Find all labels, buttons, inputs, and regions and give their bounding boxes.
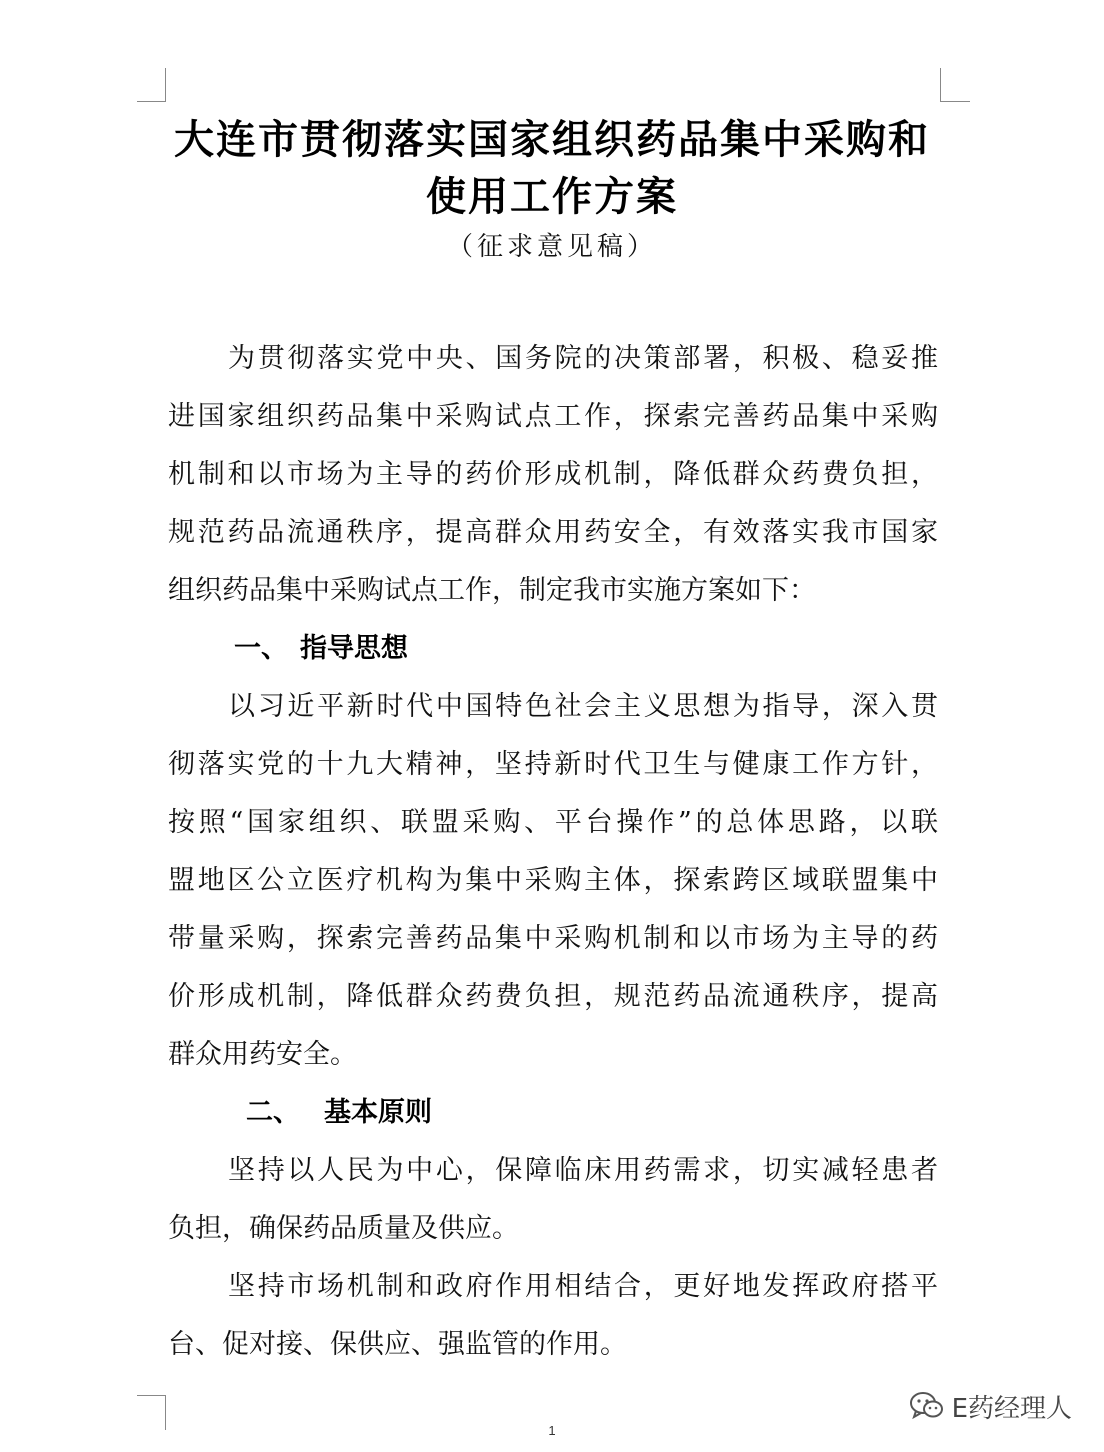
paragraph-line: 彻落实党的十九大精神，坚持新时代卫生与健康工作方针，: [168, 749, 938, 780]
document-title-line2: 使用工作方案: [426, 174, 678, 220]
paragraph-line: 规范药品流通秩序，提高群众用药安全，有效落实我市国家: [168, 517, 938, 548]
wechat-icon: [910, 1391, 944, 1421]
watermark-text: E药经理人: [951, 1393, 1072, 1424]
watermark: [910, 1388, 1072, 1424]
paragraph-line: 群众用药安全。: [168, 1039, 357, 1070]
crop-mark-top-left: [165, 68, 166, 102]
crop-mark-bottom-left: [137, 1395, 166, 1396]
paragraph-line: 负担，确保药品质量及供应。: [168, 1213, 519, 1244]
paragraph-line: 台、促对接、保供应、强监管的作用。: [168, 1329, 627, 1360]
document-title: 大连市贯彻落实国家组织药品集中采购和: [174, 117, 930, 163]
paragraph-line: 按照“国家组织、联盟采购、平台操作”的总体思路，以联: [168, 807, 938, 838]
crop-mark-top-right: [940, 68, 941, 102]
section-title: 基本原则: [324, 1097, 432, 1128]
section-heading-2: [246, 1096, 432, 1130]
section-heading-1: [234, 632, 408, 666]
paragraph-line: 进国家组织药品集中采购试点工作，探索完善药品集中采购: [168, 401, 938, 432]
section-number: 一、: [234, 633, 288, 664]
section-number: 二、: [246, 1097, 300, 1128]
paragraph-line: 组织药品集中采购试点工作，制定我市实施方案如下：: [168, 575, 816, 606]
page-number: 1: [548, 1423, 556, 1438]
document-subtitle: （征求意见稿）: [446, 232, 657, 262]
crop-mark-bottom-left: [165, 1395, 166, 1430]
crop-mark-top-left: [137, 101, 166, 102]
paragraph-line: 价形成机制，降低群众药费负担，规范药品流通秩序，提高: [168, 981, 938, 1012]
paragraph-line: 机制和以市场为主导的药价形成机制，降低群众药费负担，: [168, 459, 938, 490]
paragraph-line: 带量采购，探索完善药品集中采购机制和以市场为主导的药: [168, 923, 938, 954]
section-title: 指导思想: [300, 633, 408, 664]
crop-mark-top-right: [940, 101, 970, 102]
paragraph-line: 盟地区公立医疗机构为集中采购主体，探索跨区域联盟集中: [168, 865, 938, 896]
paragraph-line: 为贯彻落实党中央、国务院的决策部署，积极、稳妥推: [228, 343, 938, 374]
paragraph-line: 坚持以人民为中心，保障临床用药需求，切实减轻患者: [228, 1155, 938, 1186]
paragraph-line: 以习近平新时代中国特色社会主义思想为指导，深入贯: [228, 691, 938, 722]
paragraph-line: 坚持市场机制和政府作用相结合，更好地发挥政府搭平: [228, 1271, 938, 1302]
